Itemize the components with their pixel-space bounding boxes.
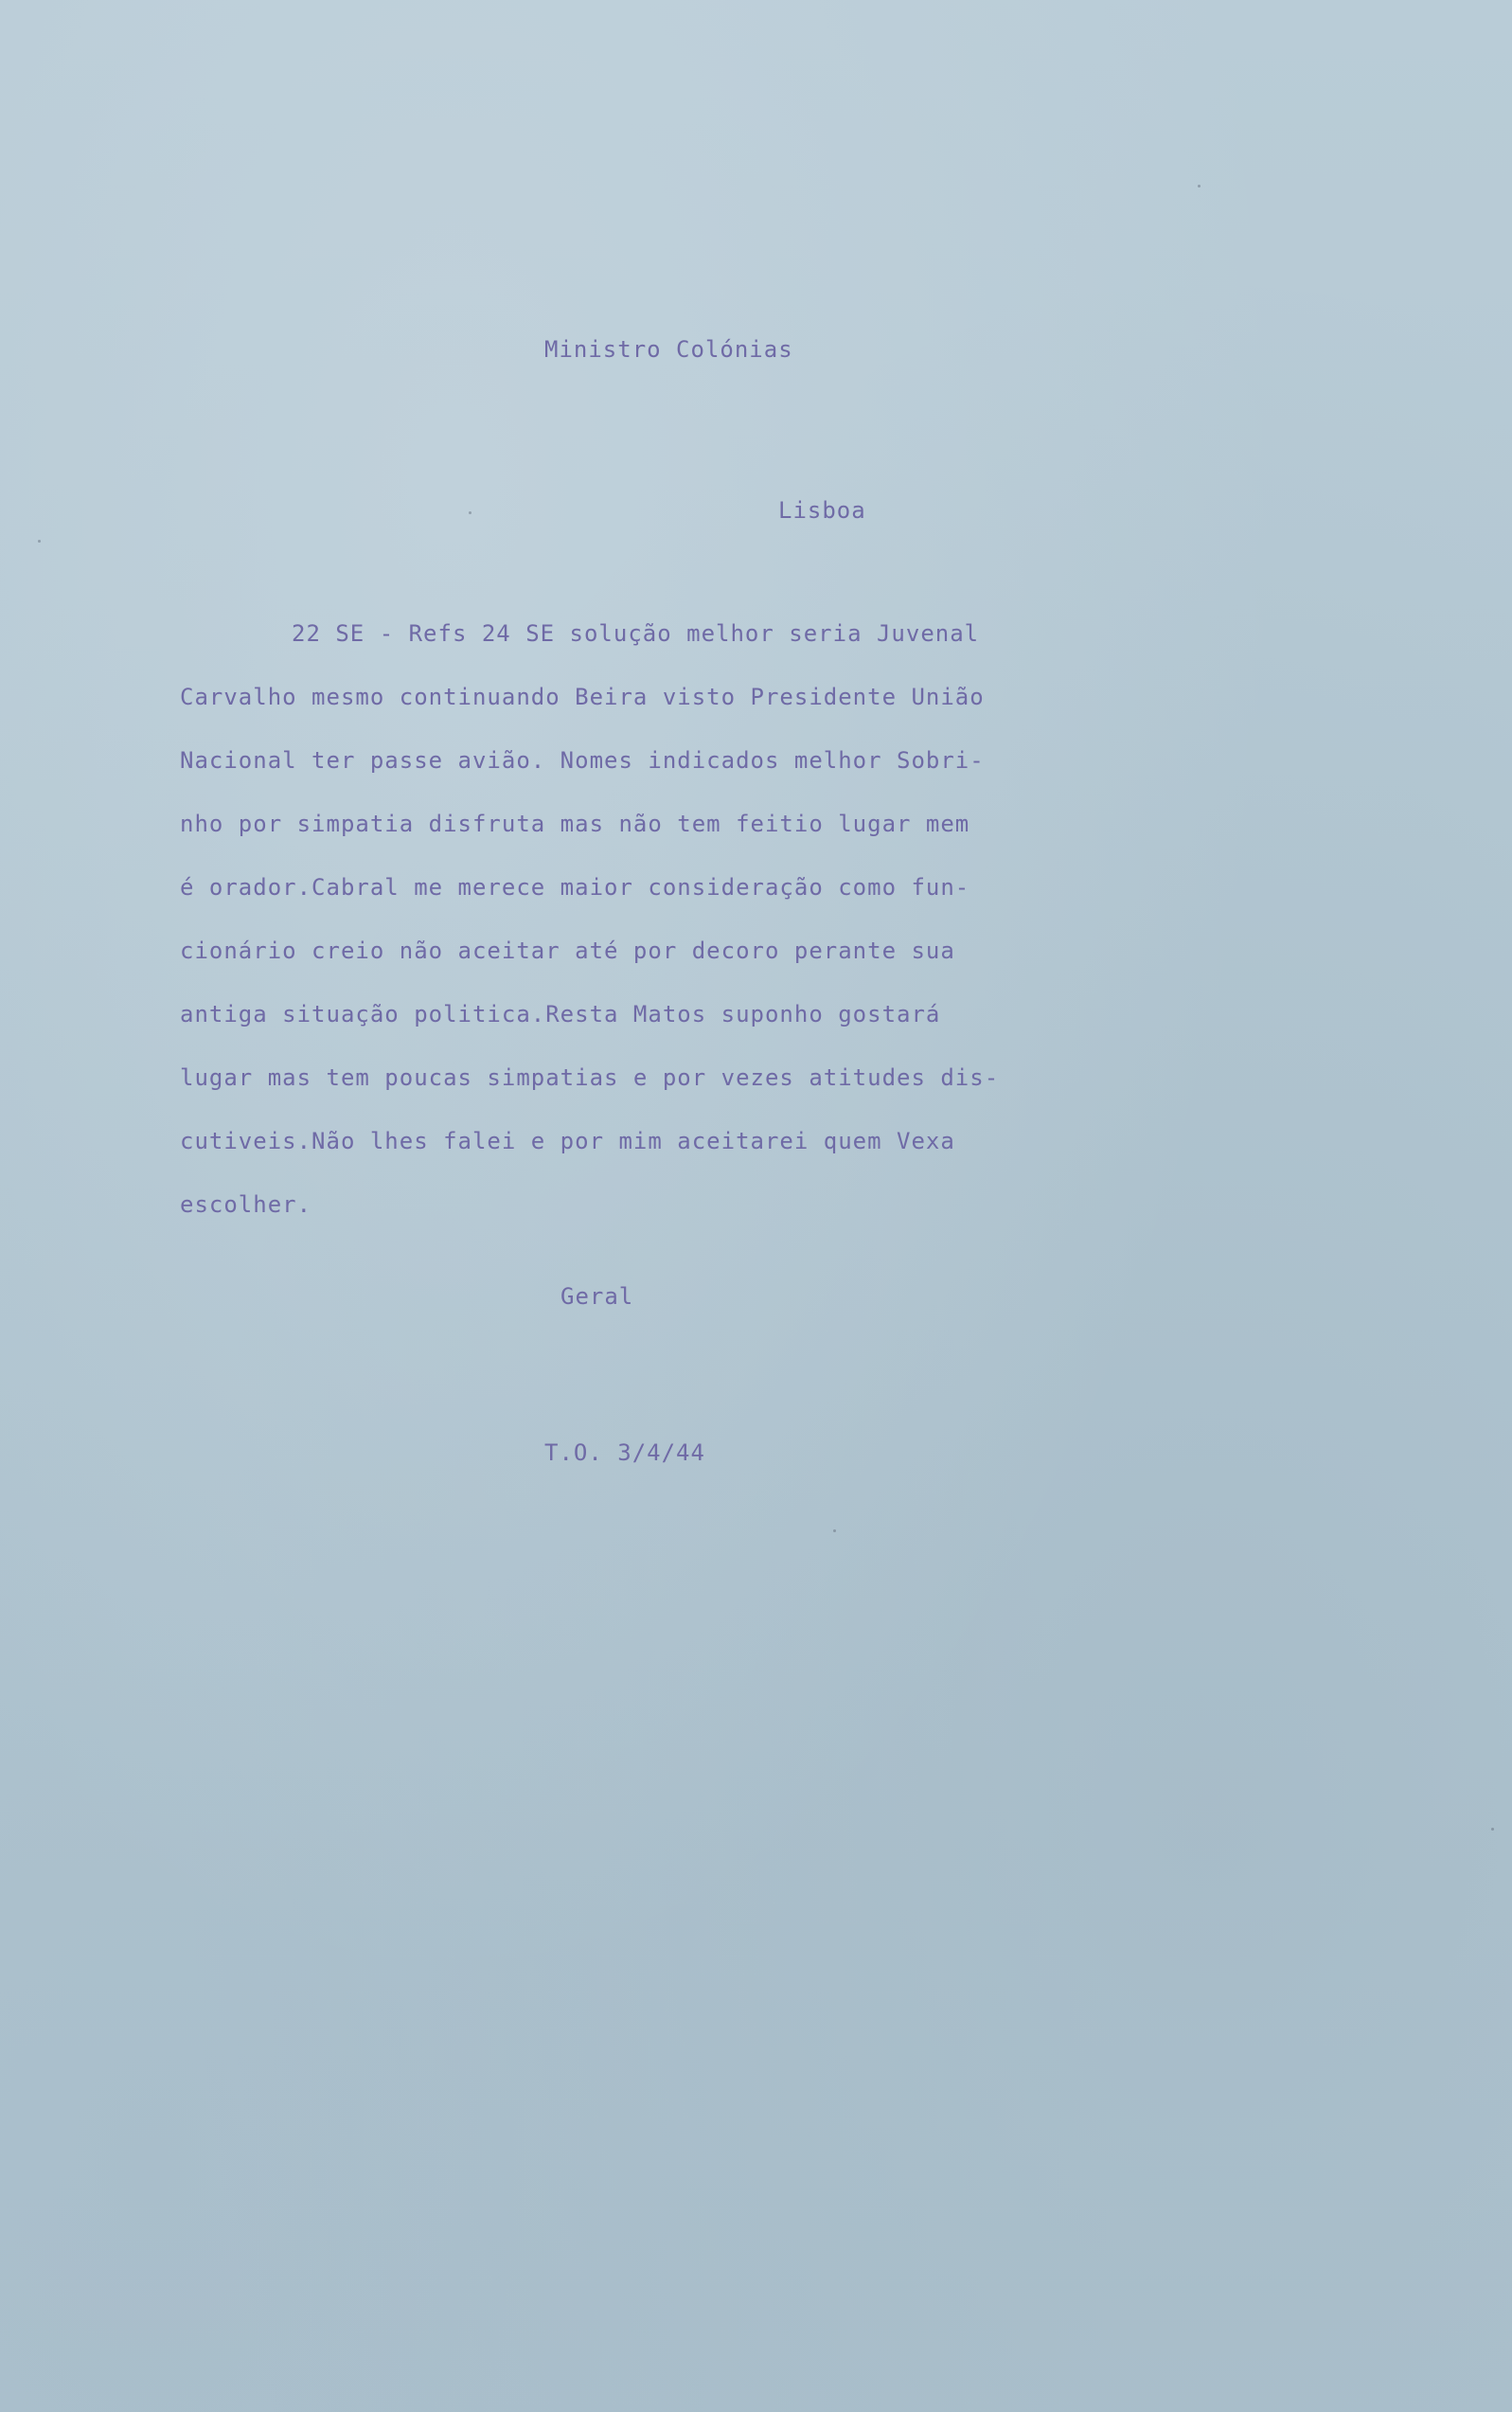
paper-speck <box>1198 185 1201 188</box>
recipient-title: Ministro Colónias <box>544 336 793 363</box>
message-line: é orador.Cabral me merece maior consideração como fun- <box>180 874 970 901</box>
reference-date: T.O. 3/4/44 <box>544 1439 705 1466</box>
message-line: escolher. <box>180 1191 312 1218</box>
message-line: cionário creio não aceitar até por decoro perante sua <box>180 938 955 964</box>
message-line: 22 SE - Refs 24 SE solução melhor seria Juvenal <box>292 620 980 647</box>
message-line: lugar mas tem poucas simpatias e por vezes atitudes dis- <box>180 1064 1000 1091</box>
signature: Geral <box>560 1283 634 1310</box>
message-line: Carvalho mesmo continuando Beira visto Presidente União <box>180 684 985 710</box>
paper-speck <box>1491 1828 1494 1831</box>
message-line: cutiveis.Não lhes falei e por mim aceitarei quem Vexa <box>180 1128 955 1154</box>
paper-speck <box>833 1529 836 1532</box>
message-line: Nacional ter passe avião. Nomes indicados melhor Sobri- <box>180 747 985 774</box>
paper-speck <box>469 511 471 514</box>
recipient-place: Lisboa <box>778 497 866 524</box>
message-line: nho por simpatia disfruta mas não tem feitio lugar mem <box>180 811 970 837</box>
paper-speck <box>38 540 41 543</box>
message-line: antiga situação politica.Resta Matos suponho gostará <box>180 1001 941 1027</box>
